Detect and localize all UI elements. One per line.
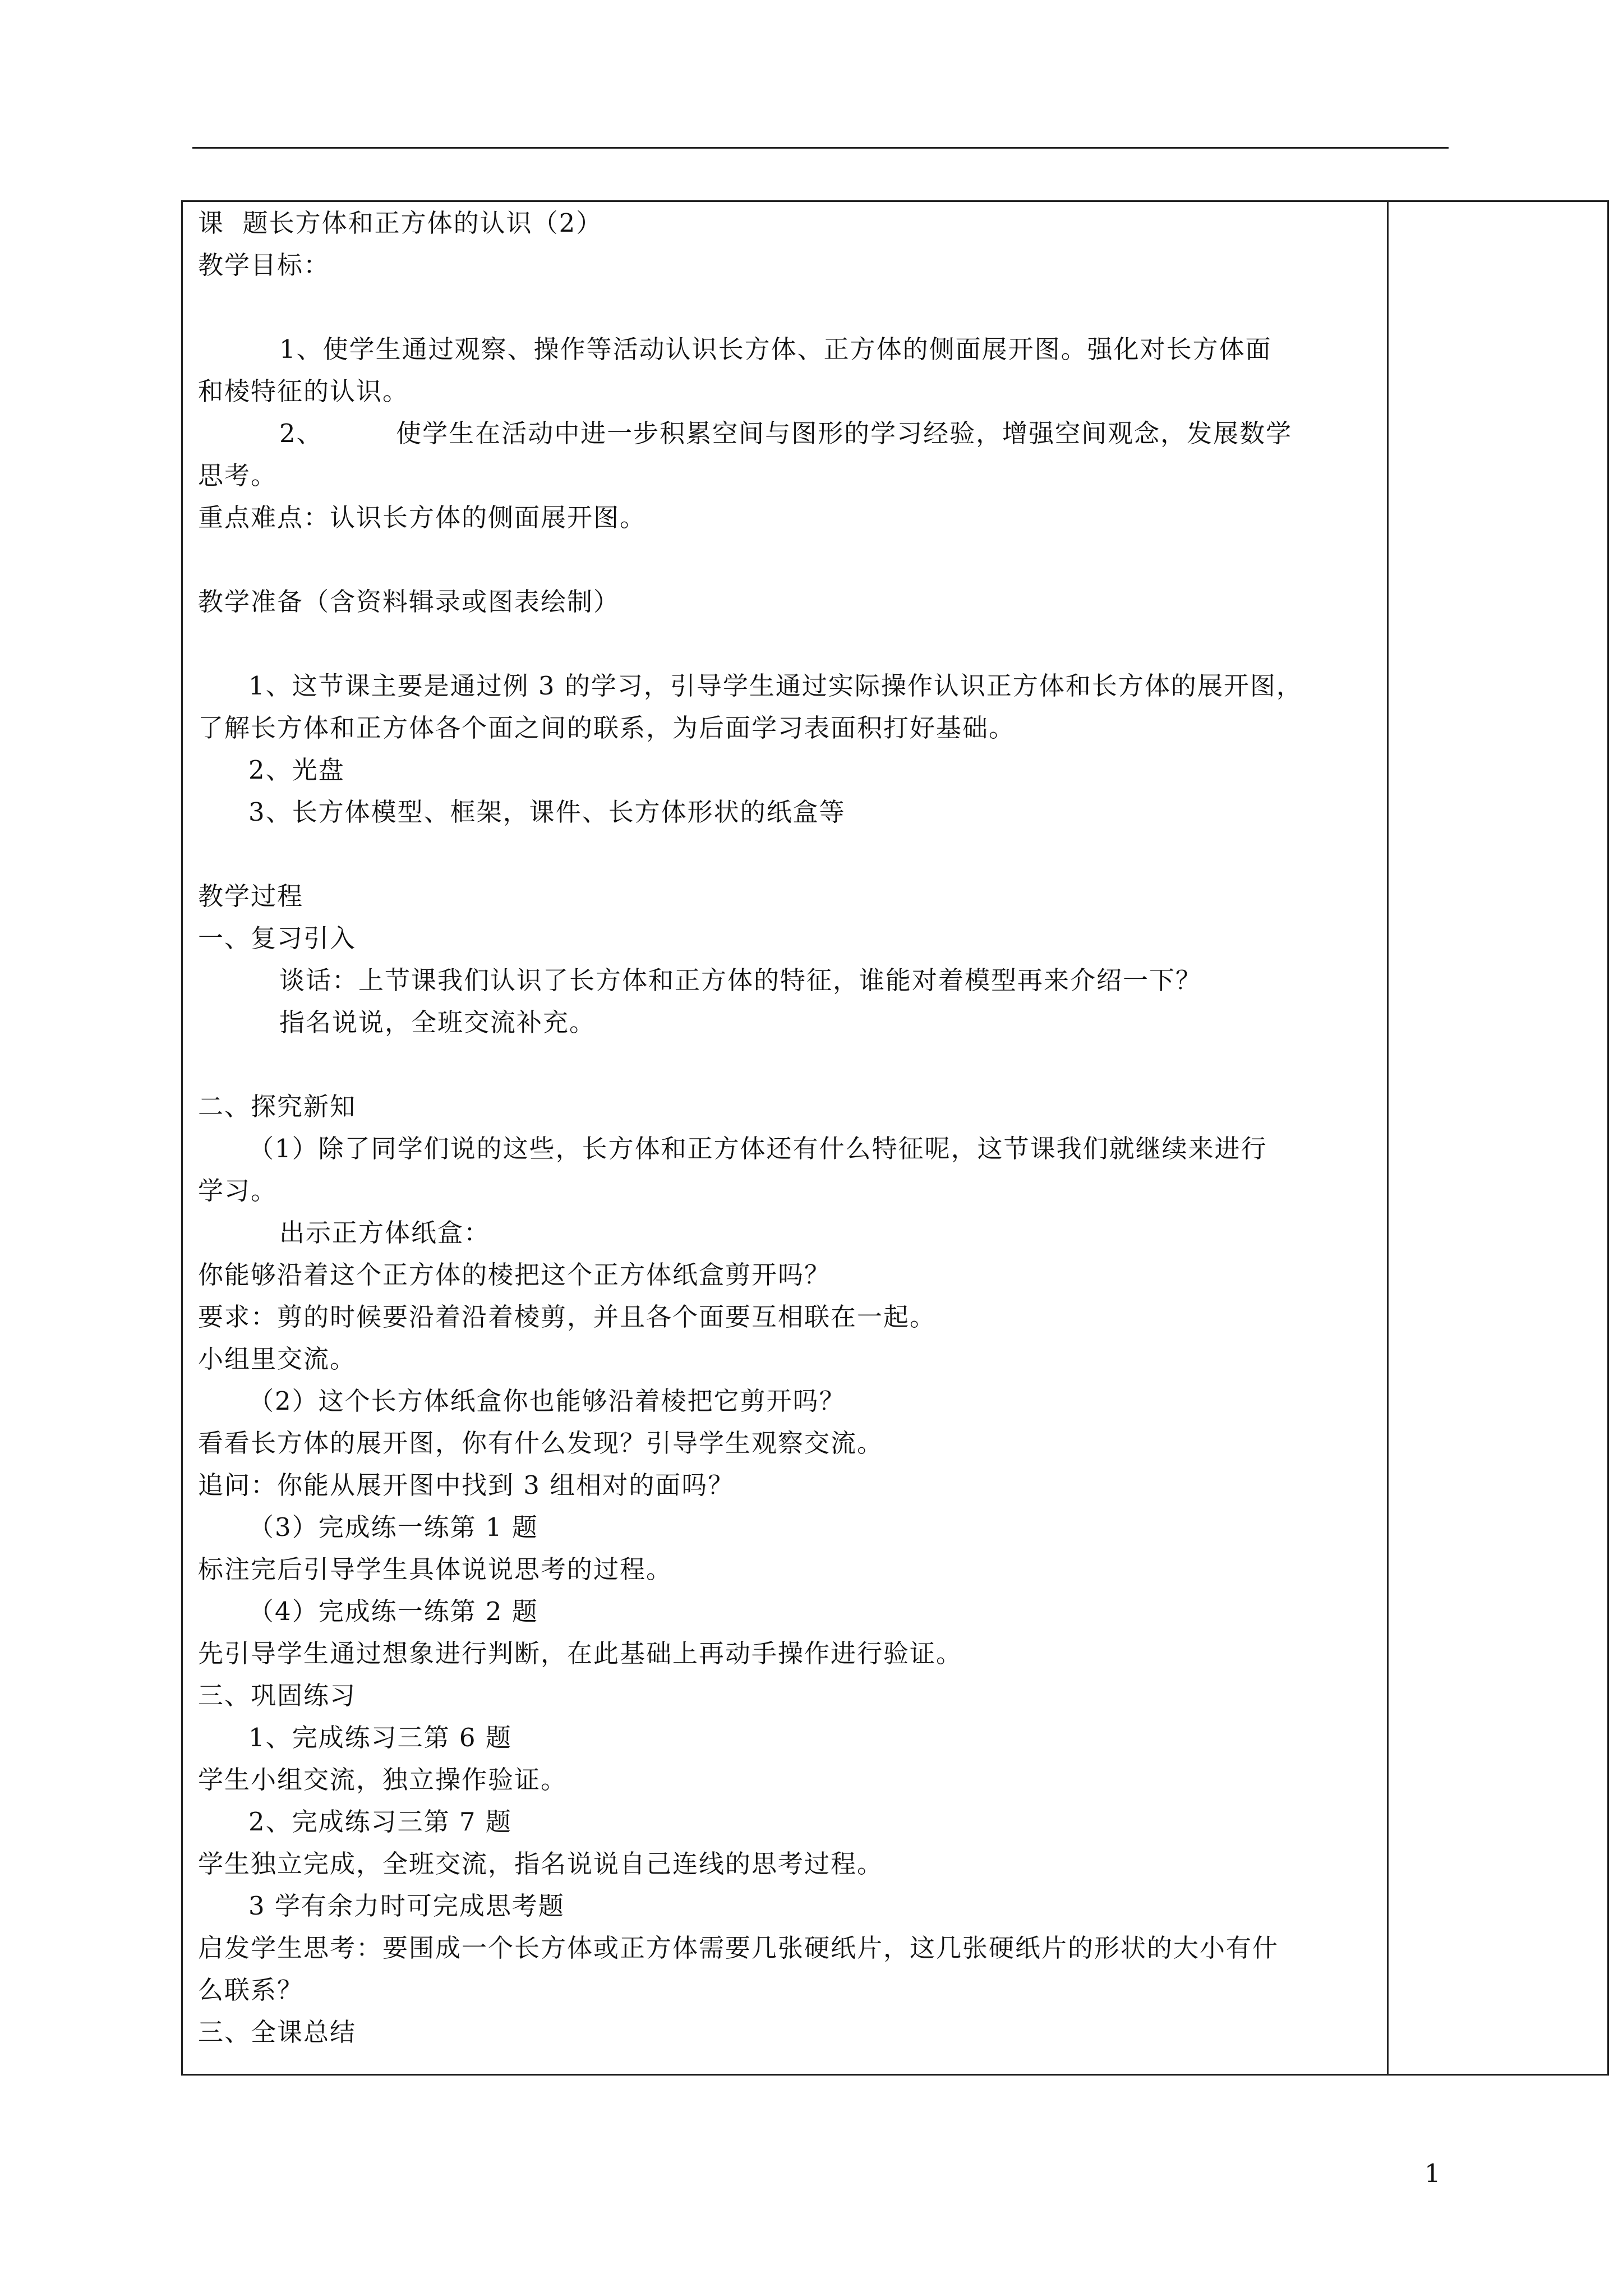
prep-heading: 教学准备（含资料辑录或图表绘制） — [198, 587, 620, 616]
section-2-line: 看看长方体的展开图，你有什么发现？引导学生观察交流。 — [198, 1428, 884, 1458]
section-1-line: 指名说说，全班交流补充。 — [279, 1007, 596, 1037]
lesson-content — [198, 202, 1376, 2053]
key-points: 重点难点：认识长方体的侧面展开图。 — [198, 503, 647, 532]
section-3-heading: 三、巩固练习 — [198, 1681, 357, 1710]
section-3-line: 2、完成练习三第 7 题 — [248, 1807, 512, 1837]
section-3-line: 1、完成练习三第 6 题 — [248, 1723, 512, 1752]
objective-2: 2、 使学生在活动中进一步积累空间与图形的学习经验，增强空间观念，发展数学 — [279, 418, 1293, 448]
section-3-line: 启发学生思考：要围成一个长方体或正方体需要几张硬纸片，这几张硬纸片的形状的大小有什 — [198, 1933, 1279, 1963]
objectives-heading: 教学目标： — [198, 250, 330, 280]
section-1-line: 谈话：上节课我们认识了长方体和正方体的特征，谁能对着模型再来介绍一下？ — [279, 965, 1202, 995]
process-heading: 教学过程 — [198, 881, 304, 911]
section-2-line: 追问：你能从展开图中找到 3 组相对的面吗？ — [198, 1470, 735, 1500]
section-2-line: 先引导学生通过想象进行判断，在此基础上再动手操作进行验证。 — [198, 1639, 963, 1668]
section-2-line: 小组里交流。 — [198, 1344, 357, 1374]
objective-2-cont: 思考。 — [198, 461, 278, 490]
section-1-heading: 一、复习引入 — [198, 923, 357, 953]
section-2-line: 标注完后引导学生具体说说思考的过程。 — [198, 1554, 673, 1584]
header-rule — [192, 147, 1449, 149]
section-2-line: 出示正方体纸盒： — [279, 1218, 491, 1248]
prep-item-1-cont: 了解长方体和正方体各个面之间的联系，为后面学习表面积打好基础。 — [198, 713, 1016, 743]
section-3-line: 学生小组交流，独立操作验证。 — [198, 1765, 568, 1795]
page-number: 1 — [1424, 2159, 1441, 2188]
objective-1-cont: 和棱特征的认识。 — [198, 376, 409, 406]
section-2-line: （1）除了同学们说的这些，长方体和正方体还有什么特征呢，这节课我们就继续来进行 — [248, 1134, 1267, 1163]
section-3-line: 么联系？ — [198, 1975, 304, 2005]
section-3-line: 3 学有余力时可完成思考题 — [248, 1891, 565, 1921]
prep-item-1: 1、这节课主要是通过例 3 的学习，引导学生通过实际操作认识正方体和长方体的展开图， — [248, 671, 1303, 701]
section-2-heading: 二、探究新知 — [198, 1092, 357, 1121]
prep-item-3: 3、长方体模型、框架，课件、长方体形状的纸盒等 — [248, 797, 846, 827]
section-2-line: （2）这个长方体纸盒你也能够沿着棱把它剪开吗？ — [248, 1386, 846, 1416]
lesson-title: 课 题长方体和正方体的认识（2） — [198, 208, 603, 238]
section-2-line: （3）完成练一练第 1 题 — [248, 1512, 538, 1542]
section-2-line: 学习。 — [198, 1176, 278, 1205]
table-column-divider — [1387, 200, 1389, 2076]
section-2-line: 你能够沿着这个正方体的棱把这个正方体纸盒剪开吗？ — [198, 1260, 831, 1290]
prep-item-2: 2、光盘 — [248, 755, 345, 785]
objective-1: 1、使学生通过观察、操作等活动认识长方体、正方体的侧面展开图。强化对长方体面 — [279, 334, 1272, 364]
section-4-heading: 三、全课总结 — [198, 2017, 357, 2047]
section-3-line: 学生独立完成，全班交流，指名说说自己连线的思考过程。 — [198, 1849, 884, 1879]
section-2-line: （4）完成练一练第 2 题 — [248, 1596, 538, 1626]
section-2-line: 要求：剪的时候要沿着沿着棱剪，并且各个面要互相联在一起。 — [198, 1302, 937, 1332]
